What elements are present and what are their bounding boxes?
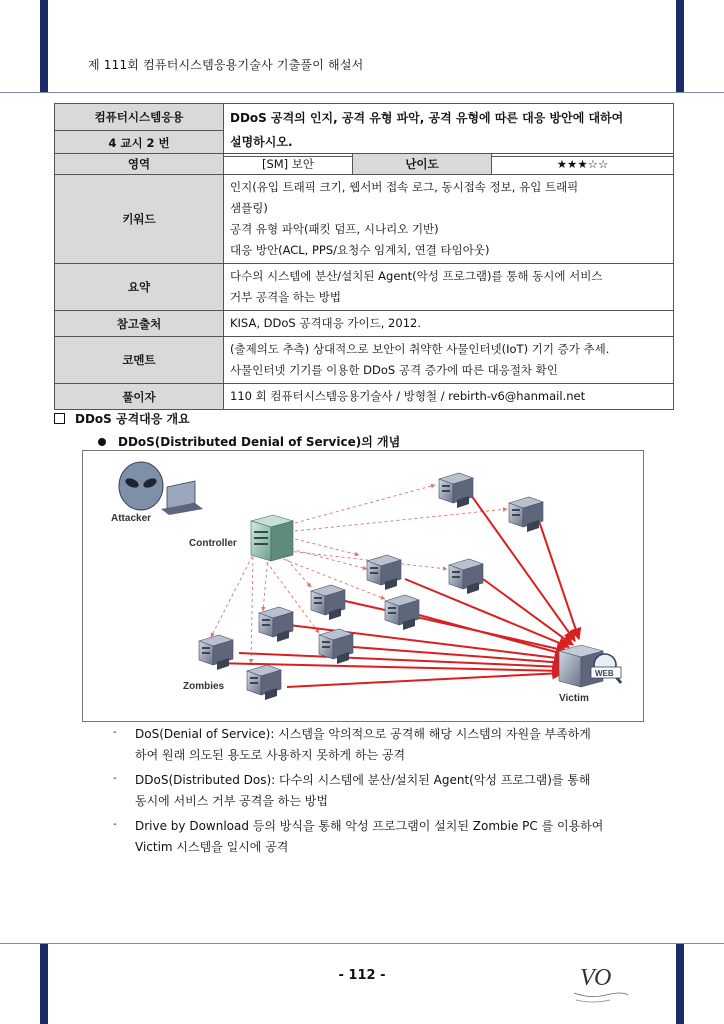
area-value: [SM] 보안 (224, 154, 353, 175)
web-label: WEB (595, 669, 614, 678)
zombies-label: Zombies (183, 681, 225, 692)
controller-icon (251, 515, 293, 561)
bullet-list (113, 724, 673, 862)
dot-bullet-icon (98, 438, 106, 446)
attacker-icon (119, 462, 203, 515)
keyword-label: 키워드 (55, 175, 224, 264)
section-heading: DDoS 공격대응 개요 (54, 410, 190, 427)
question-table (54, 103, 674, 157)
dash-icon: - (113, 727, 117, 738)
footer-rule (0, 943, 724, 944)
reference-value: KISA, DDoS 공격대응 가이드, 2012. (224, 311, 674, 337)
difficulty-value: ★★★☆☆ (492, 154, 674, 175)
checkbox-bullet-icon (54, 413, 65, 424)
zombie-pc-8 (319, 629, 353, 664)
author-value: 110 회 컴퓨터시스템응용기술사 / 방형철 / rebirth-v6@hanmail.net (224, 384, 674, 410)
session-cell: 4 교시 2 번 (55, 130, 224, 157)
comment-value: (출제의도 추측) 상대적으로 보안이 취약한 사물인터넷(IoT) 기기 증가 추세. 사물인터넷 기기를 이용한 DDoS 공격 증가에 따른 대응절차 확인 (224, 337, 674, 384)
top-right-bar (676, 0, 684, 92)
zombie-pc-5 (311, 585, 345, 620)
zombie-pc-7 (259, 607, 293, 642)
reference-label: 참고출처 (55, 311, 224, 337)
question-title: DDoS 공격의 인지, 공격 유형 파악, 공격 유형에 따른 대응 방안에 대하여 설명하시오. (224, 104, 674, 157)
keyword-value: 인지(유입 트래픽 크기, 웹서버 접속 로그, 동시접속 정보, 유입 트래픽 샘플링) 공격 유형 파악(패킷 덤프, 시나리오 기반) 대응 방안(ACL, PPS/요청수 임계치, 연결 타임아웃) (224, 175, 674, 264)
subject-cell: 컴퓨터시스템응용 (55, 104, 224, 131)
bullet-dos: - DoS(Denial of Service): 시스템을 악의적으로 공격해 해당 시스템의 자원을 부족하게 하여 원래 의도된 용도로 사용하지 못하게 하는 공격 (113, 724, 673, 766)
zombie-pc-2 (509, 497, 543, 532)
top-left-bar (40, 0, 48, 92)
bullet-drive-by: - Drive by Download 등의 방식을 통해 악성 프로그램이 설치된 Zombie PC 를 이용하여 Victim 시스템을 일시에 공격 (113, 816, 673, 858)
header-rule (0, 92, 724, 93)
author-label: 풀이자 (55, 384, 224, 410)
summary-label: 요약 (55, 264, 224, 311)
zombie-pc-4 (449, 559, 483, 594)
page-number: - 112 - (338, 968, 386, 983)
page-header-title: 제 111회 컴퓨터시스템응용기술사 기출풀이 해설서 (88, 58, 364, 72)
comment-label: 코멘트 (55, 337, 224, 384)
victim-server-icon (559, 645, 621, 687)
zombie-pc-10 (247, 665, 281, 700)
zombie-pc-1 (439, 473, 473, 508)
logo-text: VO (580, 965, 612, 991)
bottom-right-bar (676, 944, 684, 1024)
ddos-diagram (82, 450, 644, 722)
difficulty-label: 난이도 (353, 154, 492, 175)
bottom-left-bar (40, 944, 48, 1024)
zombie-pc-9 (199, 635, 233, 670)
info-table (54, 153, 674, 410)
summary-value: 다수의 시스템에 분산/설치된 Agent(악성 프로그램)를 통해 동시에 서비스 거부 공격을 하는 방법 (224, 264, 674, 311)
controller-label: Controller (189, 538, 237, 549)
dash-icon: - (113, 773, 117, 784)
area-label: 영역 (55, 154, 224, 175)
bullet-ddos: - DDoS(Distributed Dos): 다수의 시스템에 분산/설치된 Agent(악성 프로그램)를 통해 동시에 서비스 거부 공격을 하는 방법 (113, 770, 673, 812)
victim-label: Victim (559, 693, 589, 704)
zombie-pc-6 (385, 595, 419, 630)
section-subheading: DDoS(Distributed Denial of Service)의 개념 (98, 433, 400, 450)
publisher-logo (566, 955, 632, 1005)
dash-icon: - (113, 819, 117, 830)
zombie-pc-3 (367, 555, 401, 590)
attacker-label: Attacker (111, 513, 152, 524)
